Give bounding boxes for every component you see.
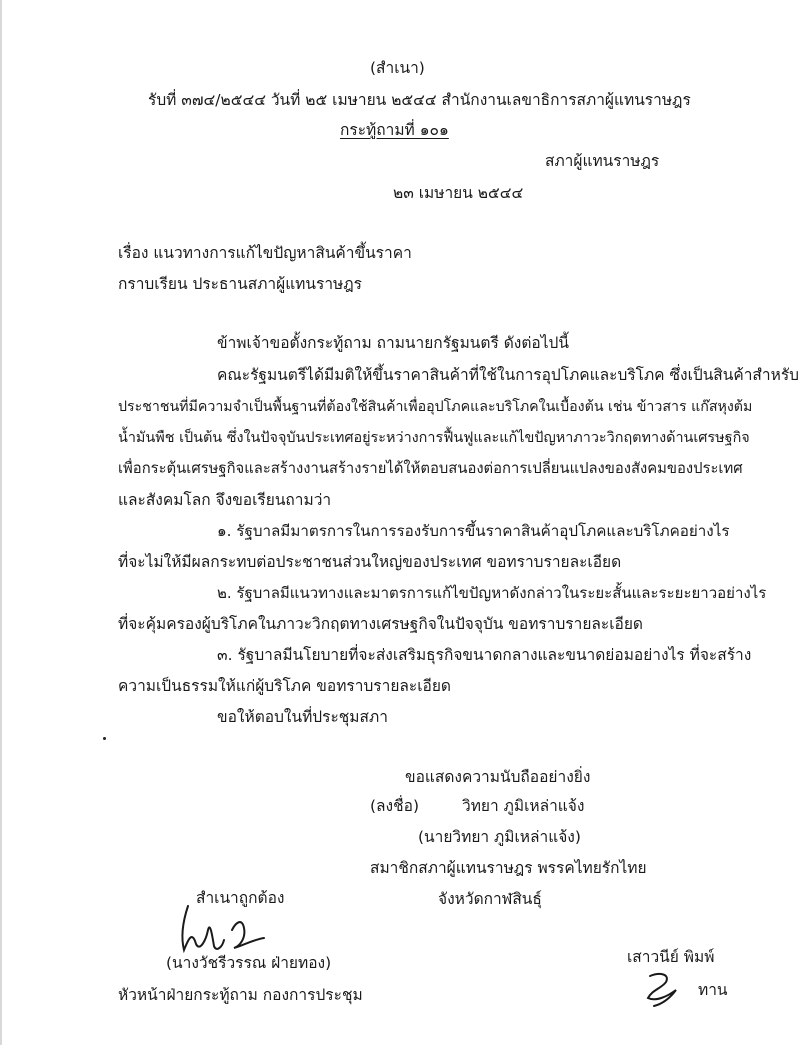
member-position: สมาชิกสภาผู้แทนราษฎร พรรคไทยรักไทย [370,859,647,877]
question-2-line: ๒. รัฐบาลมีแนวทางและมาตรการแก้ไขปัญหาดังกล่าวในระยะสั้นและระยะยาวอย่างไร [217,584,767,602]
printed-name: (นายวิทยา ภูมิเหล่าแจ้ง) [418,828,581,846]
regards: ขอแสดงความนับถืออย่างยิ่ง [405,768,591,786]
copy-mark: (สำเนา) [370,59,425,77]
question-3-line: ความเป็นธรรมให้แก่ผู้บริโภค ขอทราบรายละเอียด [118,677,451,695]
typist-name: เสาวนีย์ พิมพ์ [627,948,715,966]
signed-name: วิทยา ภูมิเหล่าแจ้ง [462,797,585,815]
received-stamp-text: รับที่ ๓๗๔/๒๕๔๔ วันที่ ๒๕ เมษายน ๒๕๔๔ สำนักงานเลขาธิการสภาผู้แทนราษฎร [148,91,691,109]
salutation-line: กราบเรียน ประธานสภาผู้แทนราษฎร [118,275,362,293]
certifier-signature [170,900,280,958]
body-paragraph-line: น้ำมันพืช เป็นต้น ซึ่งในปัจจุบันประเทศอยู่ระหว่างการฟื้นฟูและแก้ไขปัญหาภาวะวิกฤตทางด้านเศรษฐกิจ [118,430,750,446]
question-1-line: ๑. รัฐบาลมีมาตรการในการรองรับการขึ้นราคาสินค้าอุปโภคและบริโภคอย่างไร [217,522,730,540]
stray-mark [103,737,106,740]
scan-edge [0,0,2,1045]
member-province: จังหวัดกาฬสินธุ์ [438,890,542,908]
body-paragraph-line: ประชาชนที่มีความจำเป็นพื้นฐานที่ต้องใช้สินค้าเพื่ออุปโภคและบริโภคในเบื้องต้น เช่น ข้าวสาร แก๊สหุงต้ม [118,399,753,415]
question-3-line: ๓. รัฐบาลมีนโยบายที่จะส่งเสริมธุรกิจขนาดกลางและขนาดย่อมอย่างไร ที่จะสร้าง [217,646,752,664]
body-paragraph-line: และสังคมโลก จึงขอเรียนถามว่า [118,491,332,509]
certifier-name: (นางวัชรีวรรณ ฝ่ายทอง) [166,954,332,972]
question-1-line: ที่จะไม่ให้มีผลกระทบต่อประชาชนส่วนใหญ่ของประเทศ ขอทราบรายละเอียด [118,553,622,571]
subject-line: เรื่อง แนวทางการแก้ไขปัญหาสินค้าขึ้นราคา [118,244,412,262]
question-number: กระทู้ถามที่ ๑๐๑ [340,121,449,139]
recipient-org: สภาผู้แทนราษฎร [545,152,660,170]
document-date: ๒๓ เมษายน ๒๕๔๔ [393,184,524,202]
certifier-title: หัวหน้าฝ่ายกระทู้ถาม กองการประชุม [118,986,363,1004]
certified-copy-label: สำเนาถูกต้อง [196,889,285,907]
question-2-line: ที่จะคุ้มครองผู้บริโภคในภาวะวิกฤตทางเศรษฐกิจในปัจจุบัน ขอทราบรายละเอียด [118,615,643,633]
checker-initials [640,968,686,1008]
body-paragraph-line: คณะรัฐมนตรีได้มีมติให้ขึ้นราคาสินค้าที่ใช้ในการอุปโภคและบริโภค ซึ่งเป็นสินค้าสำหรับ [217,366,799,384]
closing-request: ขอให้ตอบในที่ประชุมสภา [217,708,388,726]
signed-label: (ลงชื่อ) [370,797,419,815]
body-paragraph-line: เพื่อกระตุ้นเศรษฐกิจและสร้างงานสร้างรายได้ให้ตอบสนองต่อการเปลี่ยนแปลงของสังคมของประเทศ [118,460,743,477]
checker-label: ทาน [698,981,728,999]
body-intro: ข้าพเจ้าขอตั้งกระทู้ถาม ถามนายกรัฐมนตรี ดังต่อไปนี้ [217,334,569,352]
